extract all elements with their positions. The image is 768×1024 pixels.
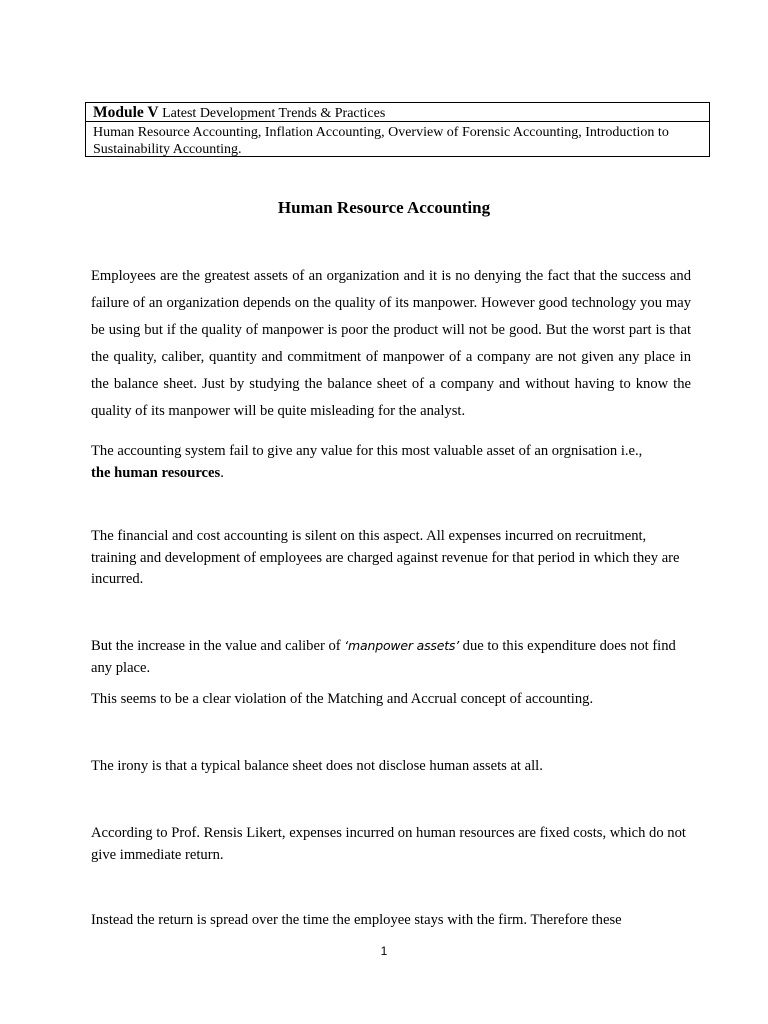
module-label: Module V <box>93 104 159 121</box>
paragraph-financial-cost: The financial and cost accounting is silent on this aspect. All expenses incurred on recruitment, training and development of employees are charged against revenue for that period in which they are incurred. <box>91 528 680 587</box>
paragraph-text: But the increase in the value and caliber of <box>91 638 341 654</box>
paragraph-text: due to this expenditure does not find any place. <box>91 638 676 676</box>
paragraph-period: . <box>220 464 224 481</box>
module-title: Latest Development Trends & Practices <box>162 106 386 121</box>
paragraph-text: The accounting system fail to give any value for this most valuable asset of an orgnisation i.e., <box>91 443 643 459</box>
paragraph-return-spread: Instead the return is spread over the time the employee stays with the firm. Therefore these <box>91 912 622 928</box>
page-number: 1 <box>380 944 388 958</box>
italic-manpower-assets: ‘manpower assets’ <box>344 638 459 653</box>
module-topics: Human Resource Accounting, Inflation Accounting, Overview of Forensic Accounting, Introduction to Sustainability Accounting. <box>93 125 669 157</box>
paragraph-matching-accrual: This seems to be a clear violation of the Matching and Accrual concept of accounting. <box>91 691 594 707</box>
paragraph-intro: Employees are the greatest assets of an organization and it is no denying the fact that the success and failure of an organization depends on the quality of its manpower. However good technology you may be using but if the quality of manpower is poor the product will not be good. But the worst part is that the quality, caliber, quantity and commitment of manpower of a company are not given any place in the balance sheet. Just by studying the balance sheet of a company and without having to know the quality of its manpower will be quite misleading for the analyst. <box>91 268 691 419</box>
emphasis-human-resources: the human resources <box>91 464 221 481</box>
paragraph-accounting-system <box>91 441 691 484</box>
page-title: Human Resource Accounting <box>277 198 491 217</box>
module-title-row <box>86 103 709 122</box>
paragraph-manpower-assets <box>91 635 691 679</box>
paragraph-likert: According to Prof. Rensis Likert, expenses incurred on human resources are fixed costs, which do not give immediate return. <box>91 825 686 863</box>
module-header-box <box>85 102 710 157</box>
paragraph-irony: The irony is that a typical balance sheet does not disclose human assets at all. <box>91 758 543 774</box>
